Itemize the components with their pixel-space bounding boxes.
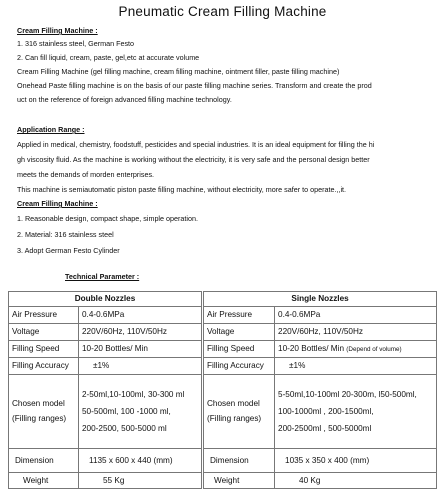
double-value: ±1% [79,358,203,375]
double-value: 220V/60Hz, 110V/50Hz [79,324,203,341]
table-row [9,375,437,449]
text-line: 2. Can fill liquid, cream, paste, gel,etc at accurate volume [17,53,200,62]
page-title: Pneumatic Cream Filling Machine [118,4,327,19]
text-line: 2. Material: 316 stainless steel [17,230,114,239]
text-line: meets the demands of morden enterprises. [17,170,155,179]
row-label: Voltage [203,324,275,341]
table-row [9,307,437,324]
single-value: 40 Kg [275,473,437,489]
row-label: Dimension [203,449,275,473]
table-row [9,449,437,473]
row-label: Chosen model (Filling ranges) [203,375,275,449]
row-label: Filling Accuracy [9,358,79,375]
single-value: 1035 x 350 x 400 (mm) [275,449,437,473]
text-line: This machine is semiautomatic piston paste filling machine, without electricity, more safer to operate.,,it. [17,185,347,194]
text-line: 3. Adopt German Festo Cylinder [17,246,120,255]
row-label: Filling Speed [9,341,79,358]
double-value: 1135 x 600 x 440 (mm) [79,449,203,473]
tech-parameter-heading: Technical Parameter : [65,272,140,281]
double-value: 10-20 Bottles/ Min [79,341,203,358]
table-row [9,324,437,341]
double-value: 2-50ml,10-100ml, 30-300 ml 50-500ml, 100 -1000 ml, 200-2500, 500-5000 ml [79,375,203,449]
single-value: 5-50ml,10-100ml 20-300m, l50-500ml, 100-1000ml , 200-1500ml, 200-2500ml , 500-5000ml [275,375,437,449]
table-header-row [9,292,437,307]
single-value: 220V/60Hz, 110V/50Hz [275,324,437,341]
single-value: 0.4-0.6MPa [275,307,437,324]
double-value: 0.4-0.6MPa [79,307,203,324]
row-label: Weight [203,473,275,489]
single-value: 10-20 Bottles/ Min (Depend of volume) [275,341,437,358]
row-label: Dimension [9,449,79,473]
table-row [9,473,437,489]
row-label: Air Pressure [9,307,79,324]
text-line: gh viscosity fluid. As the machine is working without the electricity, it is very safe and the personal design better [17,155,370,164]
row-label: Weight [9,473,79,489]
text-line: Applied in medical, chemistry, foodstuff, pesticides and special industries. It is an ideal equipment for filling the hi [17,140,375,149]
row-label: Filling Accuracy [203,358,275,375]
double-nozzles-header: Double Nozzles [9,292,203,307]
row-label: Filling Speed [203,341,275,358]
table-row [9,358,437,375]
row-label: Air Pressure [203,307,275,324]
double-value: 55 Kg [79,473,203,489]
text-line: Onehead Paste filling machine is on the basis of our paste filling machine series. Transform and create the prod [17,81,372,90]
text-line: 1. 316 stainless steel, German Festo [17,39,135,48]
text-line: 1. Reasonable design, compact shape, simple operation. [17,214,198,223]
section-heading: Cream Filling Machine : [17,199,98,208]
single-nozzles-header: Single Nozzles [203,292,437,307]
text-line: Cream Filling Machine (gel filling machine, cream filling machine, ointment filler, paste filling machine) [17,67,340,76]
single-value-note: (Depend of volume) [346,345,402,353]
section-heading: Cream Filling Machine : [17,26,98,35]
row-label: Voltage [9,324,79,341]
row-label: Chosen model (Filling ranges) [9,375,79,449]
section-heading: Application Range : [17,125,85,134]
text-line: uct on the reference of foreign advanced filling machine technology. [17,95,232,104]
table-row [9,341,437,358]
single-value: ±1% [275,358,437,375]
spec-table [8,291,437,489]
